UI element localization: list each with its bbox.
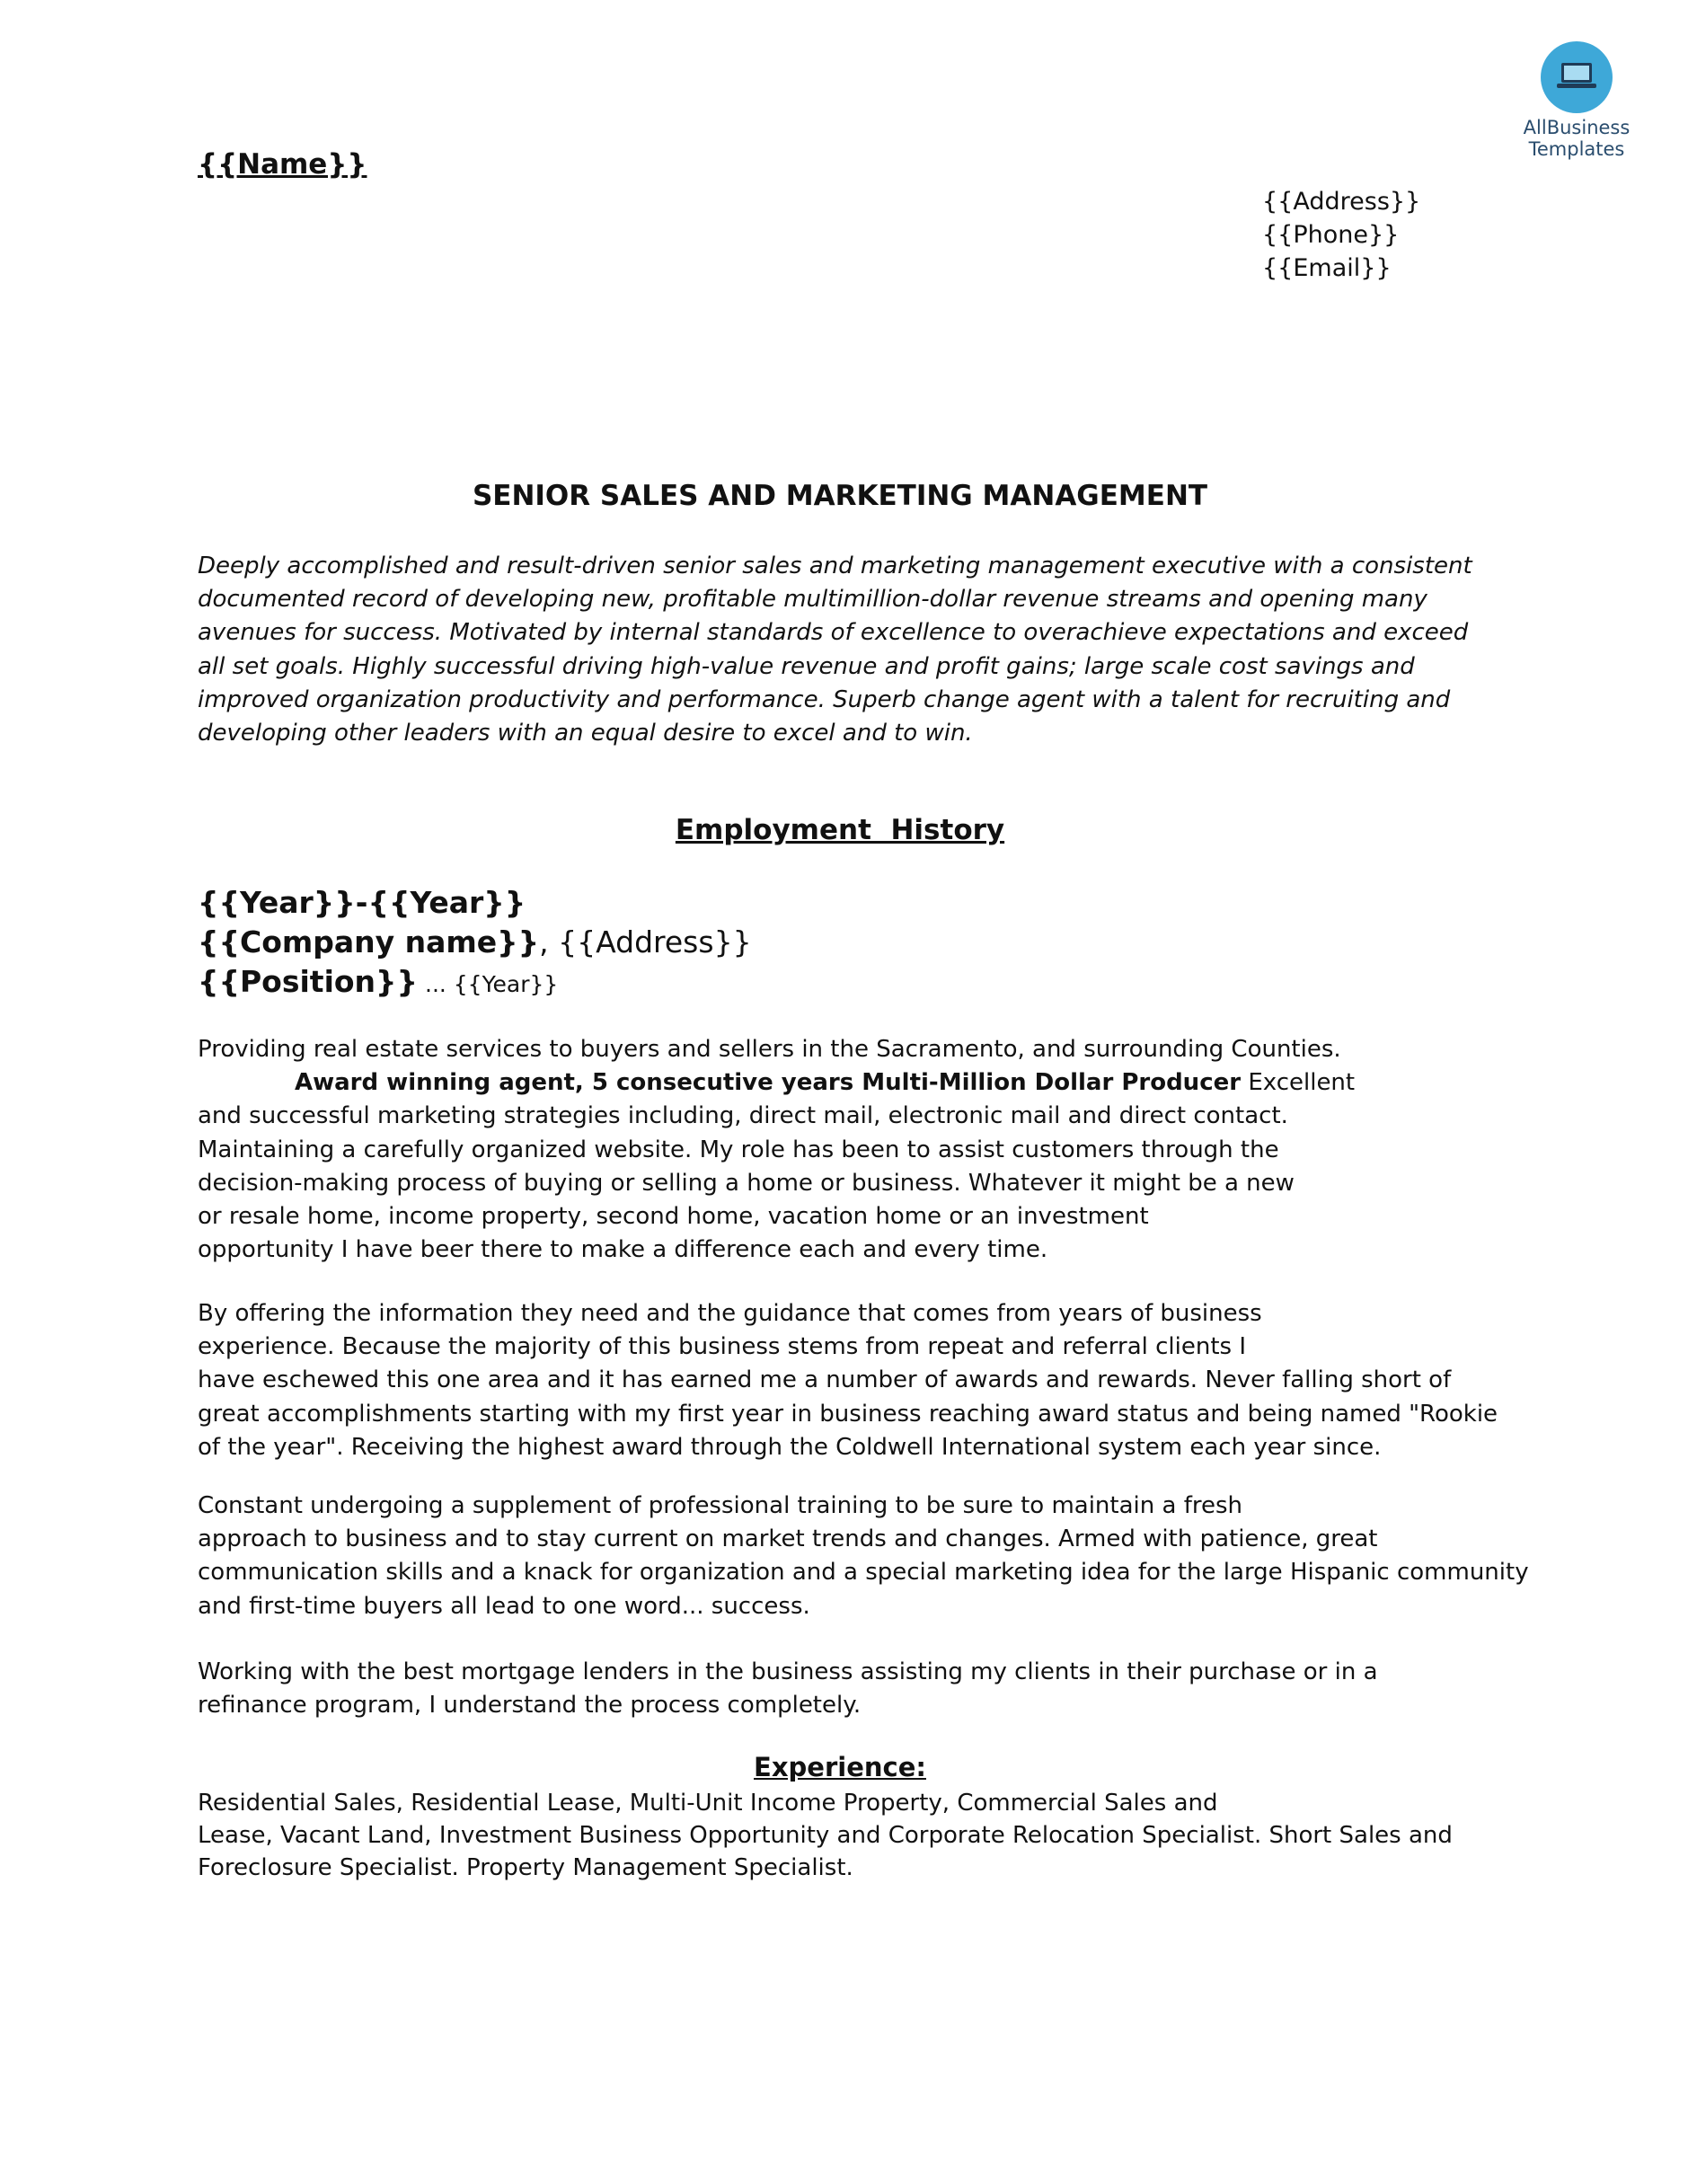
job-description-paragraph-1 xyxy=(198,1033,1356,1267)
contact-email: {{Email}} xyxy=(1262,254,1392,282)
text-line: Constant undergoing a supplement of professional training to be sure to maintain a fresh xyxy=(198,1492,1242,1519)
job-company-sep: , xyxy=(539,924,559,959)
allbusiness-templates-logo xyxy=(1518,41,1635,160)
job-position-sep: ... xyxy=(418,971,454,997)
job-description-paragraph-3 xyxy=(198,1490,1529,1623)
text-line: Providing real estate services to buyers and sellers in the Sacramento, and surrounding Counties. xyxy=(198,1036,1341,1063)
job-years: {{Year}}-{{Year}} xyxy=(198,885,526,920)
text-line: and first-time buyers all lead to one word... success. xyxy=(198,1592,810,1620)
job-description-paragraph-4 xyxy=(198,1656,1455,1722)
experience-heading: Experience: xyxy=(754,1752,926,1782)
text-line: have eschewed this one area and it has earned me a number of awards and rewards. Never falling short of xyxy=(198,1366,1452,1394)
contact-phone: {{Phone}} xyxy=(1262,221,1400,249)
employment-history-heading: Employment History xyxy=(675,814,1005,846)
text-line: Residential Sales, Residential Lease, Multi-Unit Income Property, Commercial Sales and xyxy=(198,1790,1218,1817)
text-line xyxy=(198,1066,1356,1100)
job-description-paragraph-2 xyxy=(198,1297,1498,1464)
logo-badge xyxy=(1541,41,1613,113)
text-line: approach to business and to stay current on market trends and changes. Armed with patience, great xyxy=(198,1525,1378,1553)
text-line: decision-making process of buying or selling a home or business. Whatever it might be a new xyxy=(198,1169,1295,1197)
text-line: Foreclosure Specialist. Property Management Specialist. xyxy=(198,1854,853,1881)
logo-line-2: Templates xyxy=(1528,138,1625,160)
job-position: {{Position}} xyxy=(198,964,419,999)
contact-block xyxy=(1262,185,1420,285)
contact-address: {{Address}} xyxy=(1262,188,1421,216)
applicant-name: {{Name}} xyxy=(198,148,367,181)
job-position-year: {{Year}} xyxy=(453,971,559,997)
job-company-line xyxy=(198,924,752,959)
summary-paragraph: Deeply accomplished and result-driven senior sales and marketing management executive with a consistent documented record of developing new, profitable multimillion-dollar revenue streams and opening many avenues for success. Motivated by internal standards of excellence to overachieve expectations and exceed all set goals. Highly successful driving high-value revenue and profit gains; large scale cost savings and improved organization productivity and performance. Superb change agent with a talent for recruiting and developing other leaders with an equal desire to excel and to win. xyxy=(198,553,1472,747)
text-line: of the year". Receiving the highest award through the Coldwell International system each year since. xyxy=(198,1433,1382,1461)
resume-title: SENIOR SALES AND MARKETING MANAGEMENT xyxy=(472,480,1208,512)
logo-text xyxy=(1518,117,1635,160)
text-line: Maintaining a carefully organized website. My role has been to assist customers through the xyxy=(198,1136,1279,1163)
text-line: experience. Because the majority of this business stems from repeat and referral clients I xyxy=(198,1333,1247,1361)
text-line: By offering the information they need and the guidance that comes from years of business xyxy=(198,1300,1262,1327)
text-line: communication skills and a knack for organization and a special marketing idea for the large Hispanic community xyxy=(198,1559,1529,1587)
laptop-icon xyxy=(1556,60,1597,93)
text-line: opportunity I have beer there to make a difference each and every time. xyxy=(198,1236,1048,1264)
text-fragment: Excellent xyxy=(1241,1069,1356,1097)
job-position-line xyxy=(198,964,558,999)
job-company-address: {{Address}} xyxy=(558,924,752,959)
award-highlight: Award winning agent, 5 consecutive years Multi-Million Dollar Producer xyxy=(295,1069,1242,1097)
text-line: great accomplishments starting with my first year in business reaching award status and being named "Rookie xyxy=(198,1400,1498,1428)
text-line: Working with the best mortgage lenders in the business assisting my clients in their purchase or in a xyxy=(198,1658,1378,1685)
text-line: and successful marketing strategies including, direct mail, electronic mail and direct contact. xyxy=(198,1102,1288,1130)
experience-paragraph xyxy=(198,1787,1455,1884)
text-line: refinance program, I understand the process completely. xyxy=(198,1692,862,1720)
job-company: {{Company name}} xyxy=(198,924,540,959)
text-line: or resale home, income property, second home, vacation home or an investment xyxy=(198,1203,1149,1231)
logo-line-1: AllBusiness xyxy=(1523,117,1631,138)
text-line: Lease, Vacant Land, Investment Business Opportunity and Corporate Relocation Specialist. Short Sales and xyxy=(198,1822,1453,1849)
